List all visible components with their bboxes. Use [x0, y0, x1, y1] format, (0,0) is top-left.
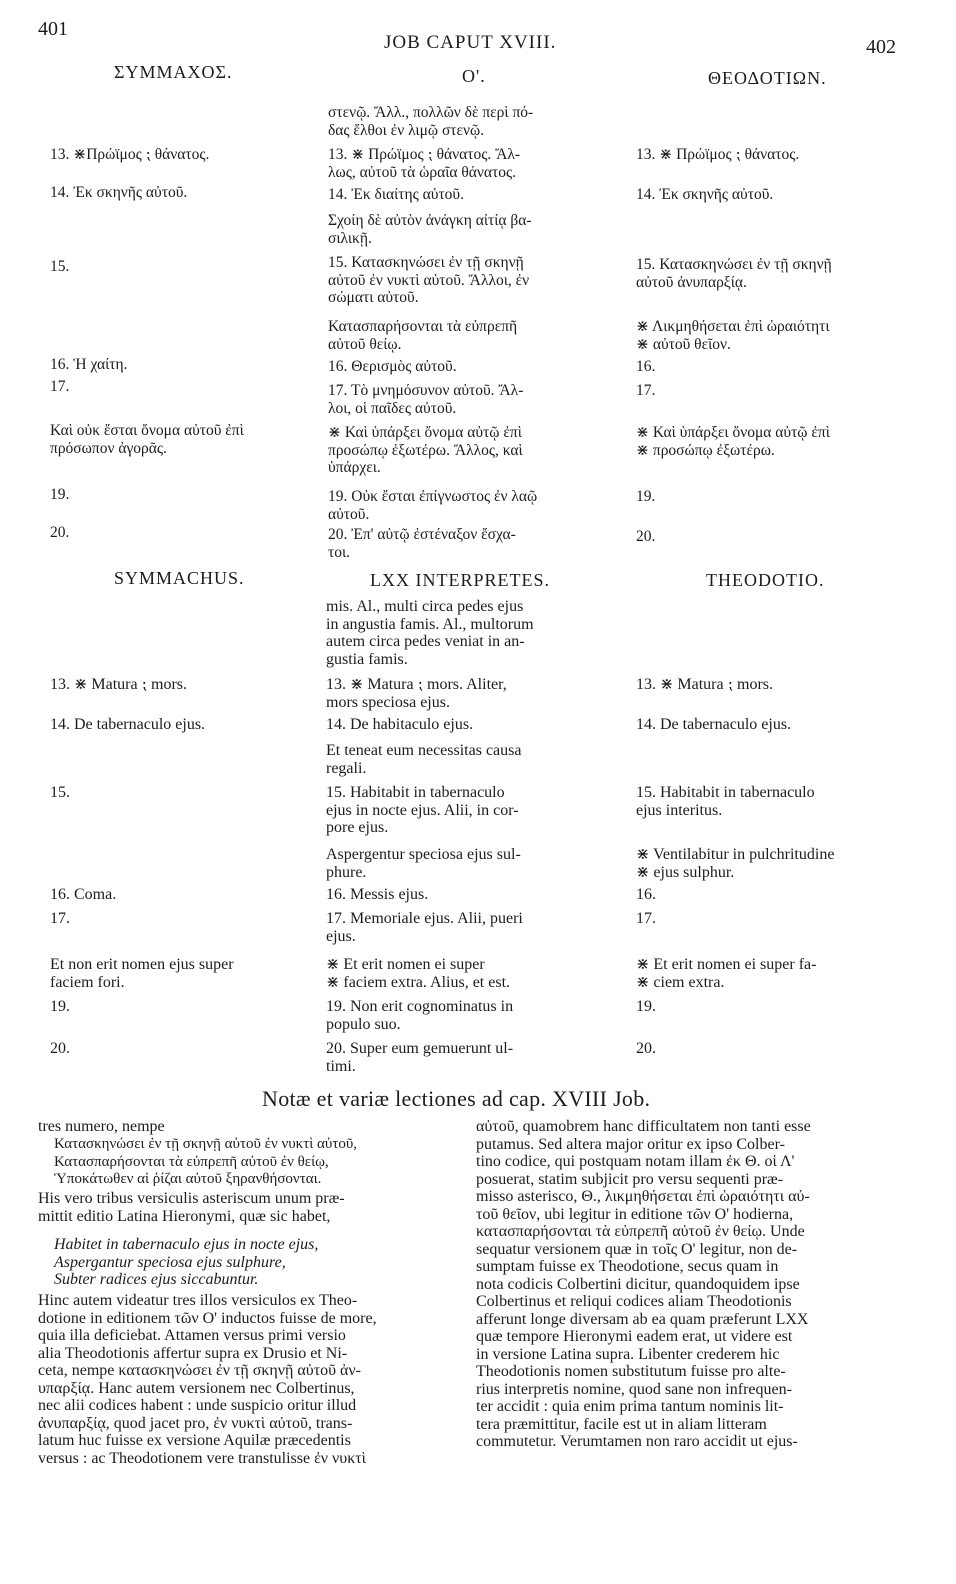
latin-theo-17b: ⋇ Et erit nomen ei super fa- ⋇ ciem extra. — [636, 956, 817, 991]
greek-lxx-17: 17. Τὸ μνημόσυνον αὐτοῦ. Ἄλ- λοι, οἱ παῖδες αὐτοῦ. — [328, 382, 524, 417]
greek-theo-15b: ⋇ Λικμηθήσεται ἐπὶ ὡραιότητι ⋇ αὐτοῦ θεῖον. — [636, 318, 830, 353]
greek-sym-14: 14. Ἐκ σκηνῆς αὐτοῦ. — [50, 184, 188, 201]
latin-header-lxx: LXX INTERPRETES. — [370, 570, 550, 590]
latin-sym-17: 17. — [50, 910, 70, 927]
latin-header-theodotion: THEODOTIO. — [706, 570, 825, 590]
latin-sym-17b: Et non erit nomen ejus super faciem fori. — [50, 956, 234, 991]
latin-theo-15b: ⋇ Ventilabitur in pulchritudine ⋇ ejus sulphur. — [636, 846, 835, 881]
greek-lxx-13: 13. ⋇ Πρώϊμος ⁏ θάνατος. Ἄλ- λως, αὐτοῦ τὰ ὡραῖα θάνατος. — [328, 146, 521, 181]
latin-lxx-14: 14. De habitaculo ejus. — [326, 716, 474, 733]
greek-sym-17: 17. — [50, 378, 70, 395]
latin-lxx-17b: ⋇ Et erit nomen ei super ⋇ faciem extra. Alius, et est. — [326, 956, 511, 991]
greek-sym-15: 15. — [50, 258, 70, 275]
greek-theo-17: 17. — [636, 382, 656, 399]
greek-theo-20: 20. — [636, 528, 656, 545]
latin-theo-19: 19. — [636, 998, 656, 1015]
greek-lxx-15: 15. Κατασκηνώσει ἐν τῇ σκηνῇ αὐτοῦ ἐν νυκτὶ αὐτοῦ. Ἄλλοι, ἐν σώματι αὐτοῦ. — [328, 254, 530, 306]
latin-lxx-17: 17. Memoriale ejus. Alii, pueri ejus. — [326, 910, 523, 945]
notes-left-quote: Habitet in tabernaculo ejus in nocte ejus, Aspergantur speciosa ejus sulphure, Subter radices ejus siccabuntur. — [54, 1236, 319, 1288]
notes-right-body: αὐτοῦ, quamobrem hanc difficultatem non tanti esse putamus. Sed altera major oritur ex ipso Colber- tino codice, qui postquam notam illam ἐκ Θ. οἱ Λ' posuerat, statim subjicit pro versu sequenti præ- misso asterisco, Θ., λικμηθήσεται ἐπὶ ὡραιότητι αὐ- τοῦ θεῖον, ubi legitur in editione τῶν O' hodierna, κατασπαρήσονται τὰ εὐπρεπῆ αὐτοῦ ἐν θείῳ. Unde sequatur versionem quæ in τοῖς O' legitur, non de- sumptam fuisse ex Theodotione, secus quam in nota codicis Colbertini dicitur, quandoquidem ipse Colbertinus et reliqui codices aliam Theodotionis afferunt longe diversam ab ea quam præferunt LXX quæ tempore Hieronymi eadem erat, ut videre est in versione Latina supra. Libenter crederem hic Theodotionis nomen substitutum fuisse pro alte- rius interpretis nomine, quod sane non infrequen- ter accidit : quia enim prima tantum nominis lit- tera præmittitur, facile est ut in aliam litteram commutetur. Verumtamen non raro accidit ut ejus- — [476, 1118, 811, 1450]
latin-lxx-16: 16. Messis ejus. — [326, 886, 429, 903]
latin-theo-17: 17. — [636, 910, 656, 927]
greek-theo-15: 15. Κατασκηνώσει ἐν τῇ σκηνῇ αὐτοῦ ἀνυπαρξίᾳ. — [636, 256, 832, 291]
latin-lxx-19: 19. Non erit cognominatus in populo suo. — [326, 998, 514, 1033]
greek-sym-17b: Καὶ οὐκ ἔσται ὄνομα αὐτοῦ ἐπὶ πρόσωπον ἀγορᾶς. — [50, 422, 244, 457]
latin-sym-15: 15. — [50, 784, 70, 801]
latin-theo-13: 13. ⋇ Matura ⁏ mors. — [636, 676, 773, 693]
greek-header-lxx: Ο'. — [462, 66, 486, 86]
greek-lxx-14: 14. Ἐκ διαίτης αὐτοῦ. — [328, 186, 464, 203]
notes-left-greek: Κατασκηνώσει ἐν τῇ σκηνῇ αὐτοῦ ἐν νυκτὶ αὐτοῦ, Κατασπαρήσονται τὰ εὐπρεπῆ αὐτοῦ ἐν θείῳ, Ὑποκάτωθεν αἱ ῥίζαι αὐτοῦ ξηρανθήσονται. — [54, 1136, 358, 1187]
latin-theo-14: 14. De tabernaculo ejus. — [636, 716, 792, 733]
latin-theo-15: 15. Habitabit in tabernaculo ejus interitus. — [636, 784, 815, 819]
latin-lxx-15: 15. Habitabit in tabernaculo ejus in nocte ejus. Alii, in cor- pore ejus. — [326, 784, 519, 836]
greek-lxx-15b: Κατασπαρήσονται τὰ εὐπρεπῆ αὐτοῦ θείῳ. — [328, 318, 518, 353]
latin-lxx-20: 20. Super eum gemuerunt ul- timi. — [326, 1040, 514, 1075]
greek-lxx-19: 19. Οὐκ ἔσται ἐπίγνωστος ἐν λαῷ αὐτοῦ. — [328, 488, 538, 523]
greek-sym-20: 20. — [50, 524, 70, 541]
greek-lxx-16: 16. Θερισμὸς αὐτοῦ. — [328, 358, 457, 375]
greek-lxx-20: 20. Ἐπ' αὐτῷ ἐστέναξον ἔσχα- τοι. — [328, 526, 516, 561]
latin-lxx-0: mis. Al., multi circa pedes ejus in angustia famis. Al., multorum autem circa pedes veniat in an- gustia famis. — [326, 598, 534, 668]
notes-title: Notæ et variæ lectiones ad cap. XVIII Job. — [262, 1086, 651, 1111]
latin-theo-16: 16. — [636, 886, 656, 903]
greek-sym-19: 19. — [50, 486, 70, 503]
running-head: JOB CAPUT XVIII. — [384, 32, 557, 53]
latin-header-symmachus: SYMMACHUS. — [114, 568, 245, 588]
greek-theo-13: 13. ⋇ Πρώϊμος ⁏ θάνατος. — [636, 146, 800, 163]
greek-lxx-0: στενῷ. Ἄλλ., πολλῶν δὲ περὶ πό- δας ἔλθοι ἐν λιμῷ στενῷ. — [328, 104, 534, 139]
greek-sym-16: 16. Ἡ χαίτη. — [50, 356, 128, 373]
notes-left-intro: tres numero, nempe — [38, 1118, 165, 1135]
greek-header-symmachus: ΣΥΜΜΑΧΟΣ. — [114, 62, 233, 82]
greek-theo-17b: ⋇ Καὶ ὑπάρξει ὄνομα αὐτῷ ἐπὶ ⋇ προσώπῳ ἐξωτέρω. — [636, 424, 830, 459]
greek-lxx-17b: ⋇ Καὶ ὑπάρξει ὄνομα αὐτῷ ἐπὶ προσώπῳ ἐξωτέρω. Ἄλλος, καὶ ὑπάρχει. — [328, 424, 523, 476]
latin-sym-16: 16. Coma. — [50, 886, 117, 903]
latin-lxx-13: 13. ⋇ Matura ⁏ mors. Aliter, mors speciosa ejus. — [326, 676, 507, 711]
greek-theo-16: 16. — [636, 358, 656, 375]
latin-sym-14: 14. De tabernaculo ejus. — [50, 716, 206, 733]
latin-lxx-15b: Aspergentur speciosa ejus sul- phure. — [326, 846, 521, 881]
notes-left-mid: His vero tribus versiculis asteriscum unum præ- mittit editio Latina Hieronymi, quæ sic habet, — [38, 1190, 345, 1225]
right-page-number: 402 — [866, 36, 896, 58]
greek-theo-19: 19. — [636, 488, 656, 505]
latin-theo-20: 20. — [636, 1040, 656, 1057]
greek-header-theodotion: ΘΕΟΔΟΤΙΩΝ. — [708, 68, 827, 88]
latin-sym-19: 19. — [50, 998, 70, 1015]
greek-lxx-14b: Σχοίη δὲ αὐτὸν ἀνάγκη αἰτίᾳ βα- σιλικῇ. — [328, 212, 532, 247]
latin-lxx-14b: Et teneat eum necessitas causa regali. — [326, 742, 522, 777]
greek-sym-13: 13. ⋇Πρώϊμος ⁏ θάνατος. — [50, 146, 210, 163]
left-page-number: 401 — [38, 18, 68, 40]
notes-left-body: Hinc autem videatur tres illos versiculos ex Theo- dotione in editionem τῶν O' inductos fuisse de more, quia illa deficiebat. Attamen versus primi versio alia Theodotionis affertur supra ex Drusio et Ni- ceta, nempe κατασκηνώσει ἐν τῇ σκηνῇ αὐτοῦ ἀν- υπαρξίᾳ. Hanc autem versionem nec Colbertinus, nec alii codices habent : unde suspicio oritur illud ἀνυπαρξίᾳ, quod jacet pro, ἐν νυκτὶ αὐτοῦ, trans- latum huc fuisse ex versione Aquilæ præcedentis versus : ac Theodotionem vere transtulisse ἐν νυκτὶ — [38, 1292, 377, 1467]
latin-sym-13: 13. ⋇ Matura ⁏ mors. — [50, 676, 187, 693]
greek-theo-14: 14. Ἐκ σκηνῆς αὐτοῦ. — [636, 186, 774, 203]
latin-sym-20: 20. — [50, 1040, 70, 1057]
